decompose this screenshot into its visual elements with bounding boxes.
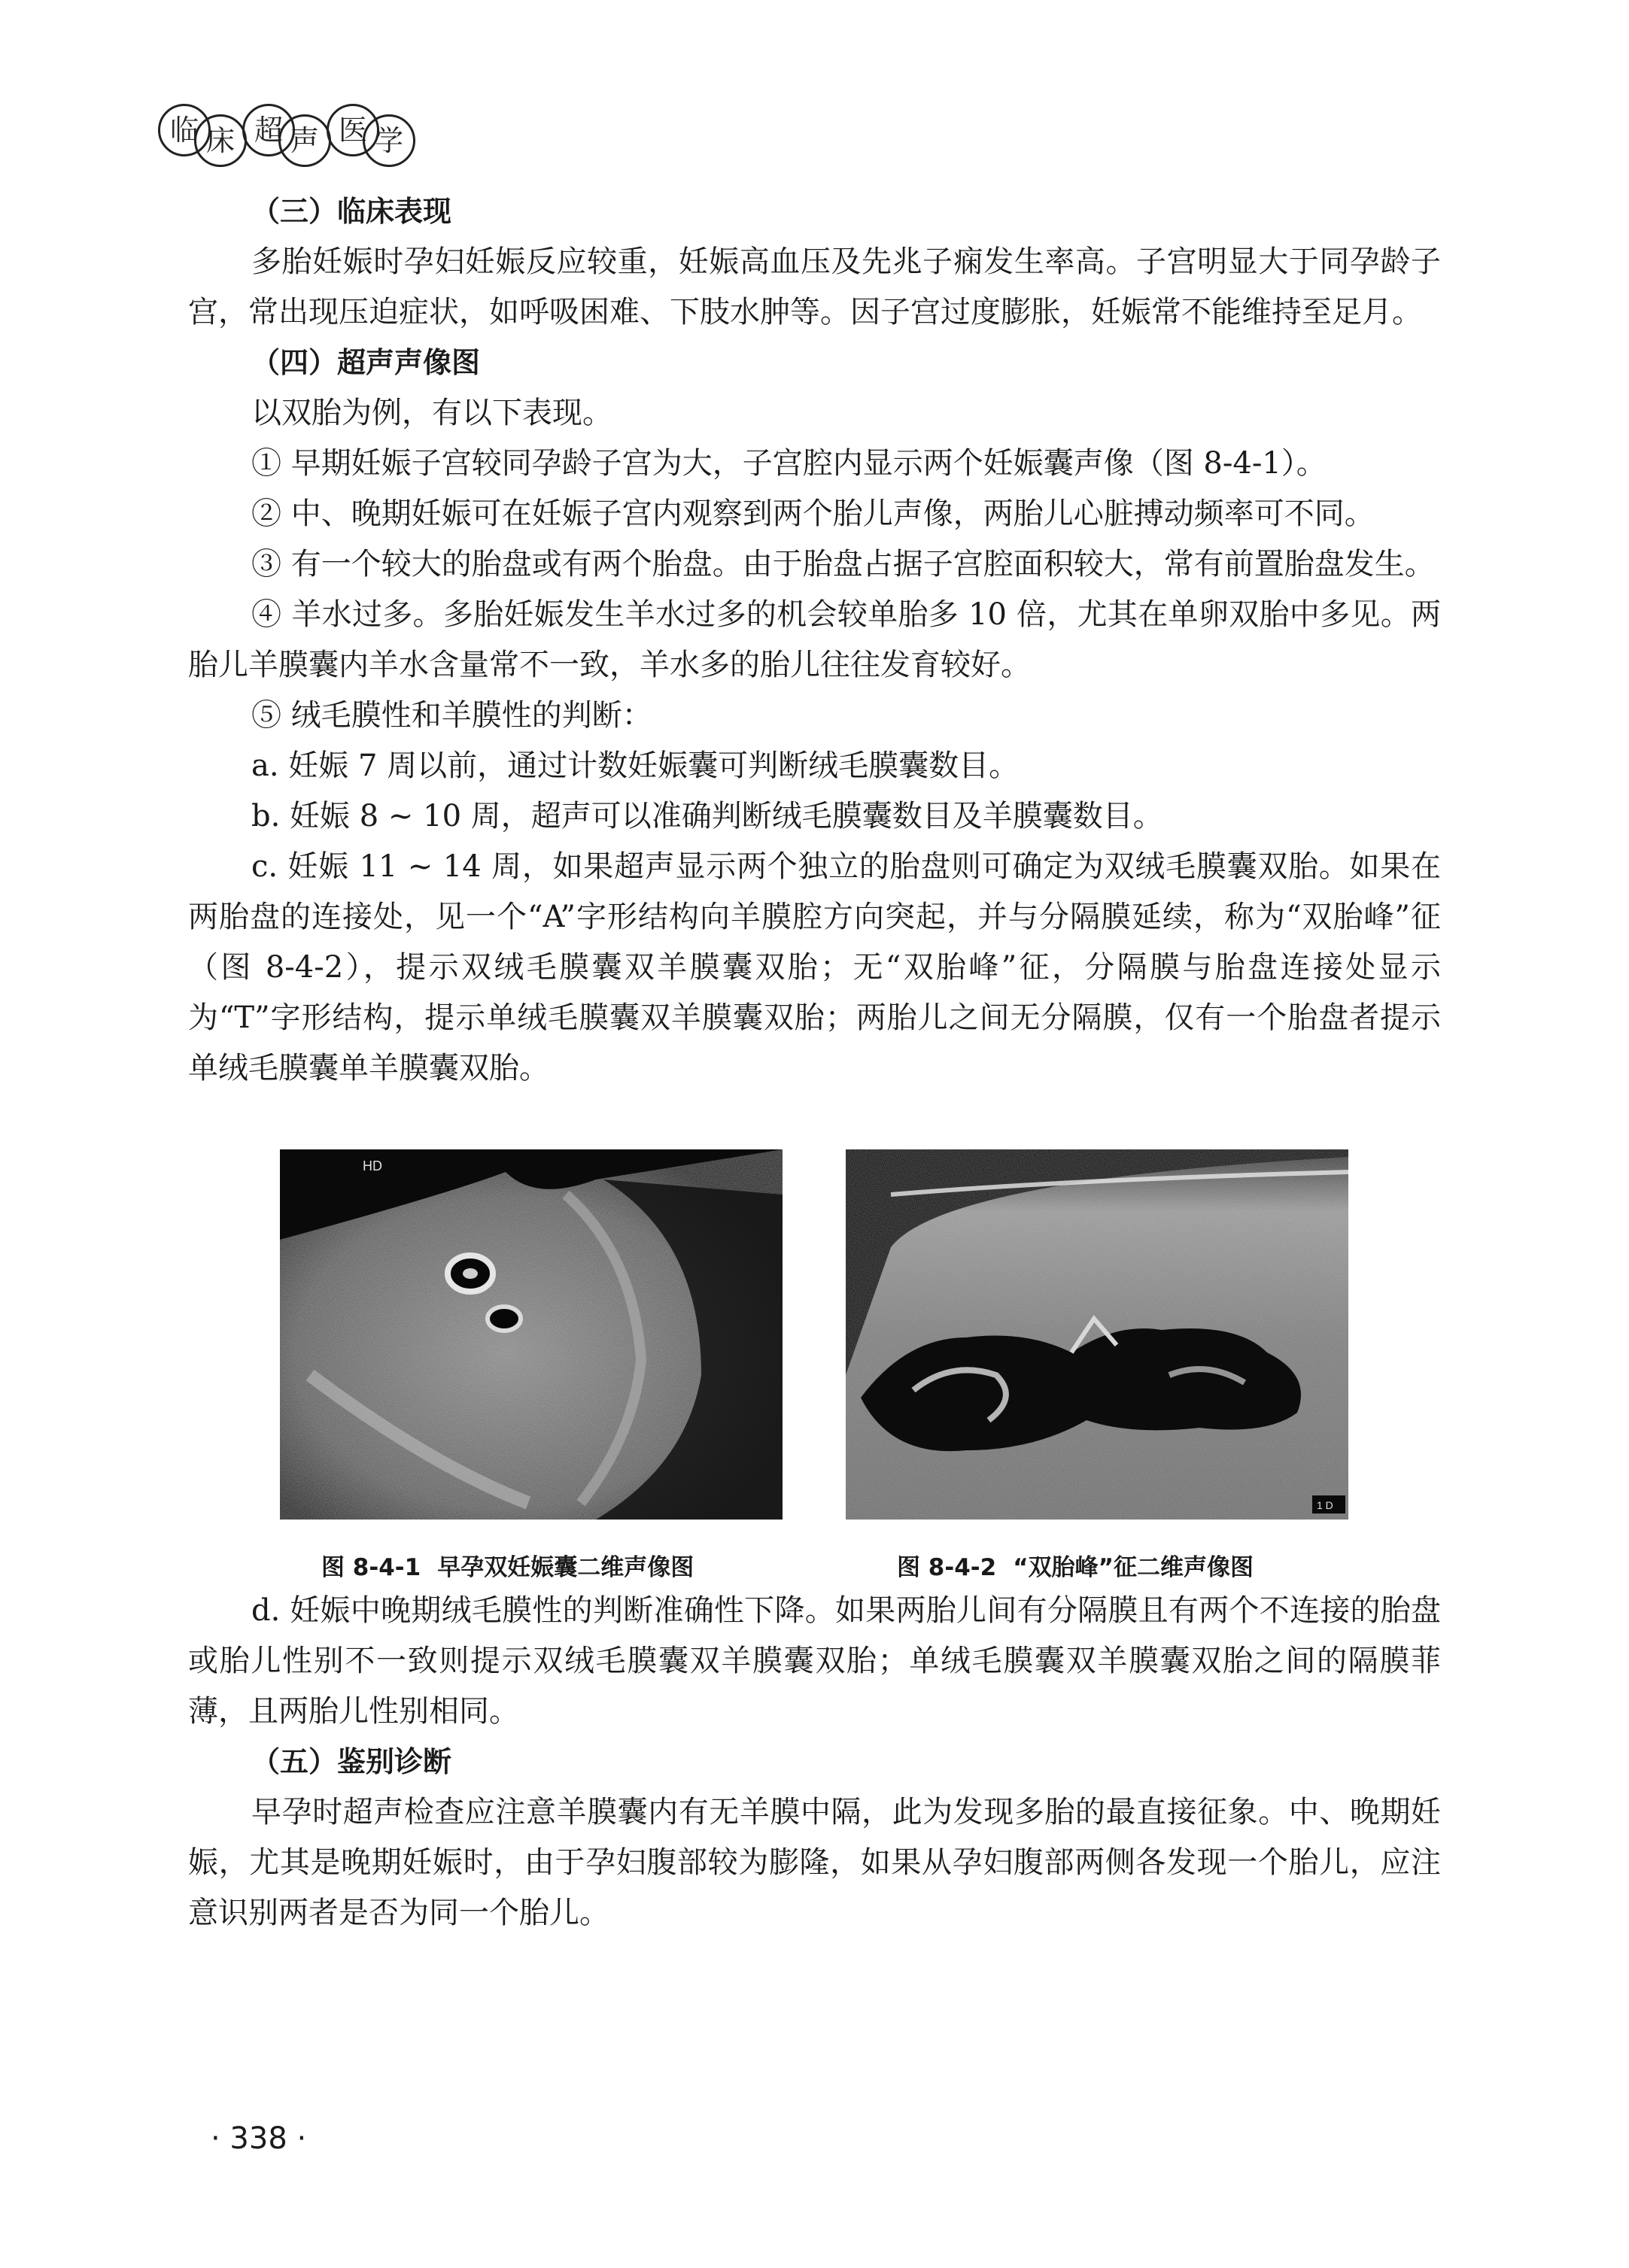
section-heading-clinical: （三）临床表现 bbox=[251, 195, 452, 228]
header-char: 医 bbox=[327, 104, 379, 156]
figure-number: 图 8-4-1 bbox=[321, 1554, 421, 1581]
figure-row bbox=[280, 1149, 1348, 1581]
sub-item: c. 妊娠 11 ~ 14 周，如果超声显示两个独立的胎盘则可确定为双绒毛膜囊双胎。如果在两胎盘的连接处，见一个“A”字形结构向羊膜腔方向突起，并与分隔膜延续，称为“双胎峰”征（图 8-4-2），提示双绒毛膜囊双羊膜囊双胎；无“双胎峰”征，分隔膜与胎盘连接处显示为“T”字形结构，提示单绒毛膜囊双羊膜囊双胎；两胎儿之间无分隔膜，仅有一个胎盘者提示单绒毛膜囊单羊膜囊双胎。 bbox=[188, 849, 1441, 1085]
section-heading-ultrasound: （四）超声声像图 bbox=[251, 346, 481, 379]
body-text-continued bbox=[188, 1586, 1441, 1939]
list-item: ⑤ 绒毛膜性和羊膜性的判断： bbox=[251, 698, 652, 733]
header-char: 声 bbox=[278, 114, 331, 167]
sub-item: a. 妊娠 7 周以前，通过计数妊娠囊可判断绒毛膜囊数目。 bbox=[251, 748, 1020, 783]
list-item: ① 早期妊娠子宫较同孕龄子宫为大，子宫腔内显示两个妊娠囊声像（图 8-4-1）。 bbox=[251, 446, 1327, 481]
sub-item: d. 妊娠中晚期绒毛膜性的判断准确性下降。如果两胎儿间有分隔膜且有两个不连接的胎盘或胎儿性别不一致则提示双绒毛膜囊双羊膜囊双胎；单绒毛膜囊双羊膜囊双胎之间的隔膜菲薄，且两胎儿性别相同。 bbox=[188, 1593, 1441, 1729]
running-header bbox=[158, 104, 429, 164]
header-char: 临 bbox=[158, 104, 211, 156]
figure-8-4-2 bbox=[846, 1149, 1348, 1520]
paragraph: 以双胎为例，有以下表现。 bbox=[251, 396, 612, 430]
overlay-label: 1 D bbox=[1317, 1499, 1333, 1511]
list-item: ③ 有一个较大的胎盘或有两个胎盘。由于胎盘占据子宫腔面积较大，常有前置胎盘发生。 bbox=[251, 547, 1435, 581]
figure-caption-text: “双胎峰”征二维声像图 bbox=[1013, 1554, 1254, 1581]
figure-number: 图 8-4-2 bbox=[897, 1554, 997, 1581]
ultrasound-image-twin-sacs bbox=[280, 1149, 783, 1520]
section-heading-differential: （五）鉴别诊断 bbox=[251, 1745, 452, 1778]
figure-caption-text: 早孕双妊娠囊二维声像图 bbox=[437, 1554, 694, 1581]
overlay-label: HD bbox=[363, 1158, 382, 1173]
header-char: 超 bbox=[242, 104, 295, 156]
header-char: 学 bbox=[363, 114, 415, 167]
figure-8-4-1 bbox=[280, 1149, 783, 1520]
ultrasound-image-twin-peak-sign bbox=[846, 1149, 1348, 1520]
list-item: ④ 羊水过多。多胎妊娠发生羊水过多的机会较单胎多 10 倍，尤其在单卵双胎中多见。两胎儿羊膜囊内羊水含量常不一致，羊水多的胎儿往往发育较好。 bbox=[188, 597, 1441, 682]
paragraph: 多胎妊娠时孕妇妊娠反应较重，妊娠高血压及先兆子痫发生率高。子宫明显大于同孕龄子宫，常出现压迫症状，如呼吸困难、下肢水肿等。因子宫过度膨胀，妊娠常不能维持至足月。 bbox=[188, 244, 1441, 329]
figure-caption bbox=[321, 1548, 694, 1582]
header-char: 床 bbox=[194, 114, 247, 167]
paragraph: 早孕时超声检查应注意羊膜囊内有无羊膜中隔，此为发现多胎的最直接征象。中、晚期妊娠，尤其是晚期妊娠时，由于孕妇腹部较为膨隆，如果从孕妇腹部两侧各发现一个胎儿，应注意识别两者是否为同一个胎儿。 bbox=[188, 1795, 1441, 1930]
sub-item: b. 妊娠 8 ~ 10 周，超声可以准确判断绒毛膜囊数目及羊膜囊数目。 bbox=[251, 799, 1163, 833]
page-number: · 338 · bbox=[211, 2121, 307, 2156]
body-text bbox=[188, 187, 1441, 1094]
figure-caption bbox=[897, 1548, 1254, 1582]
list-item: ② 中、晚期妊娠可在妊娠子宫内观察到两个胎儿声像，两胎儿心脏搏动频率可不同。 bbox=[251, 496, 1375, 531]
